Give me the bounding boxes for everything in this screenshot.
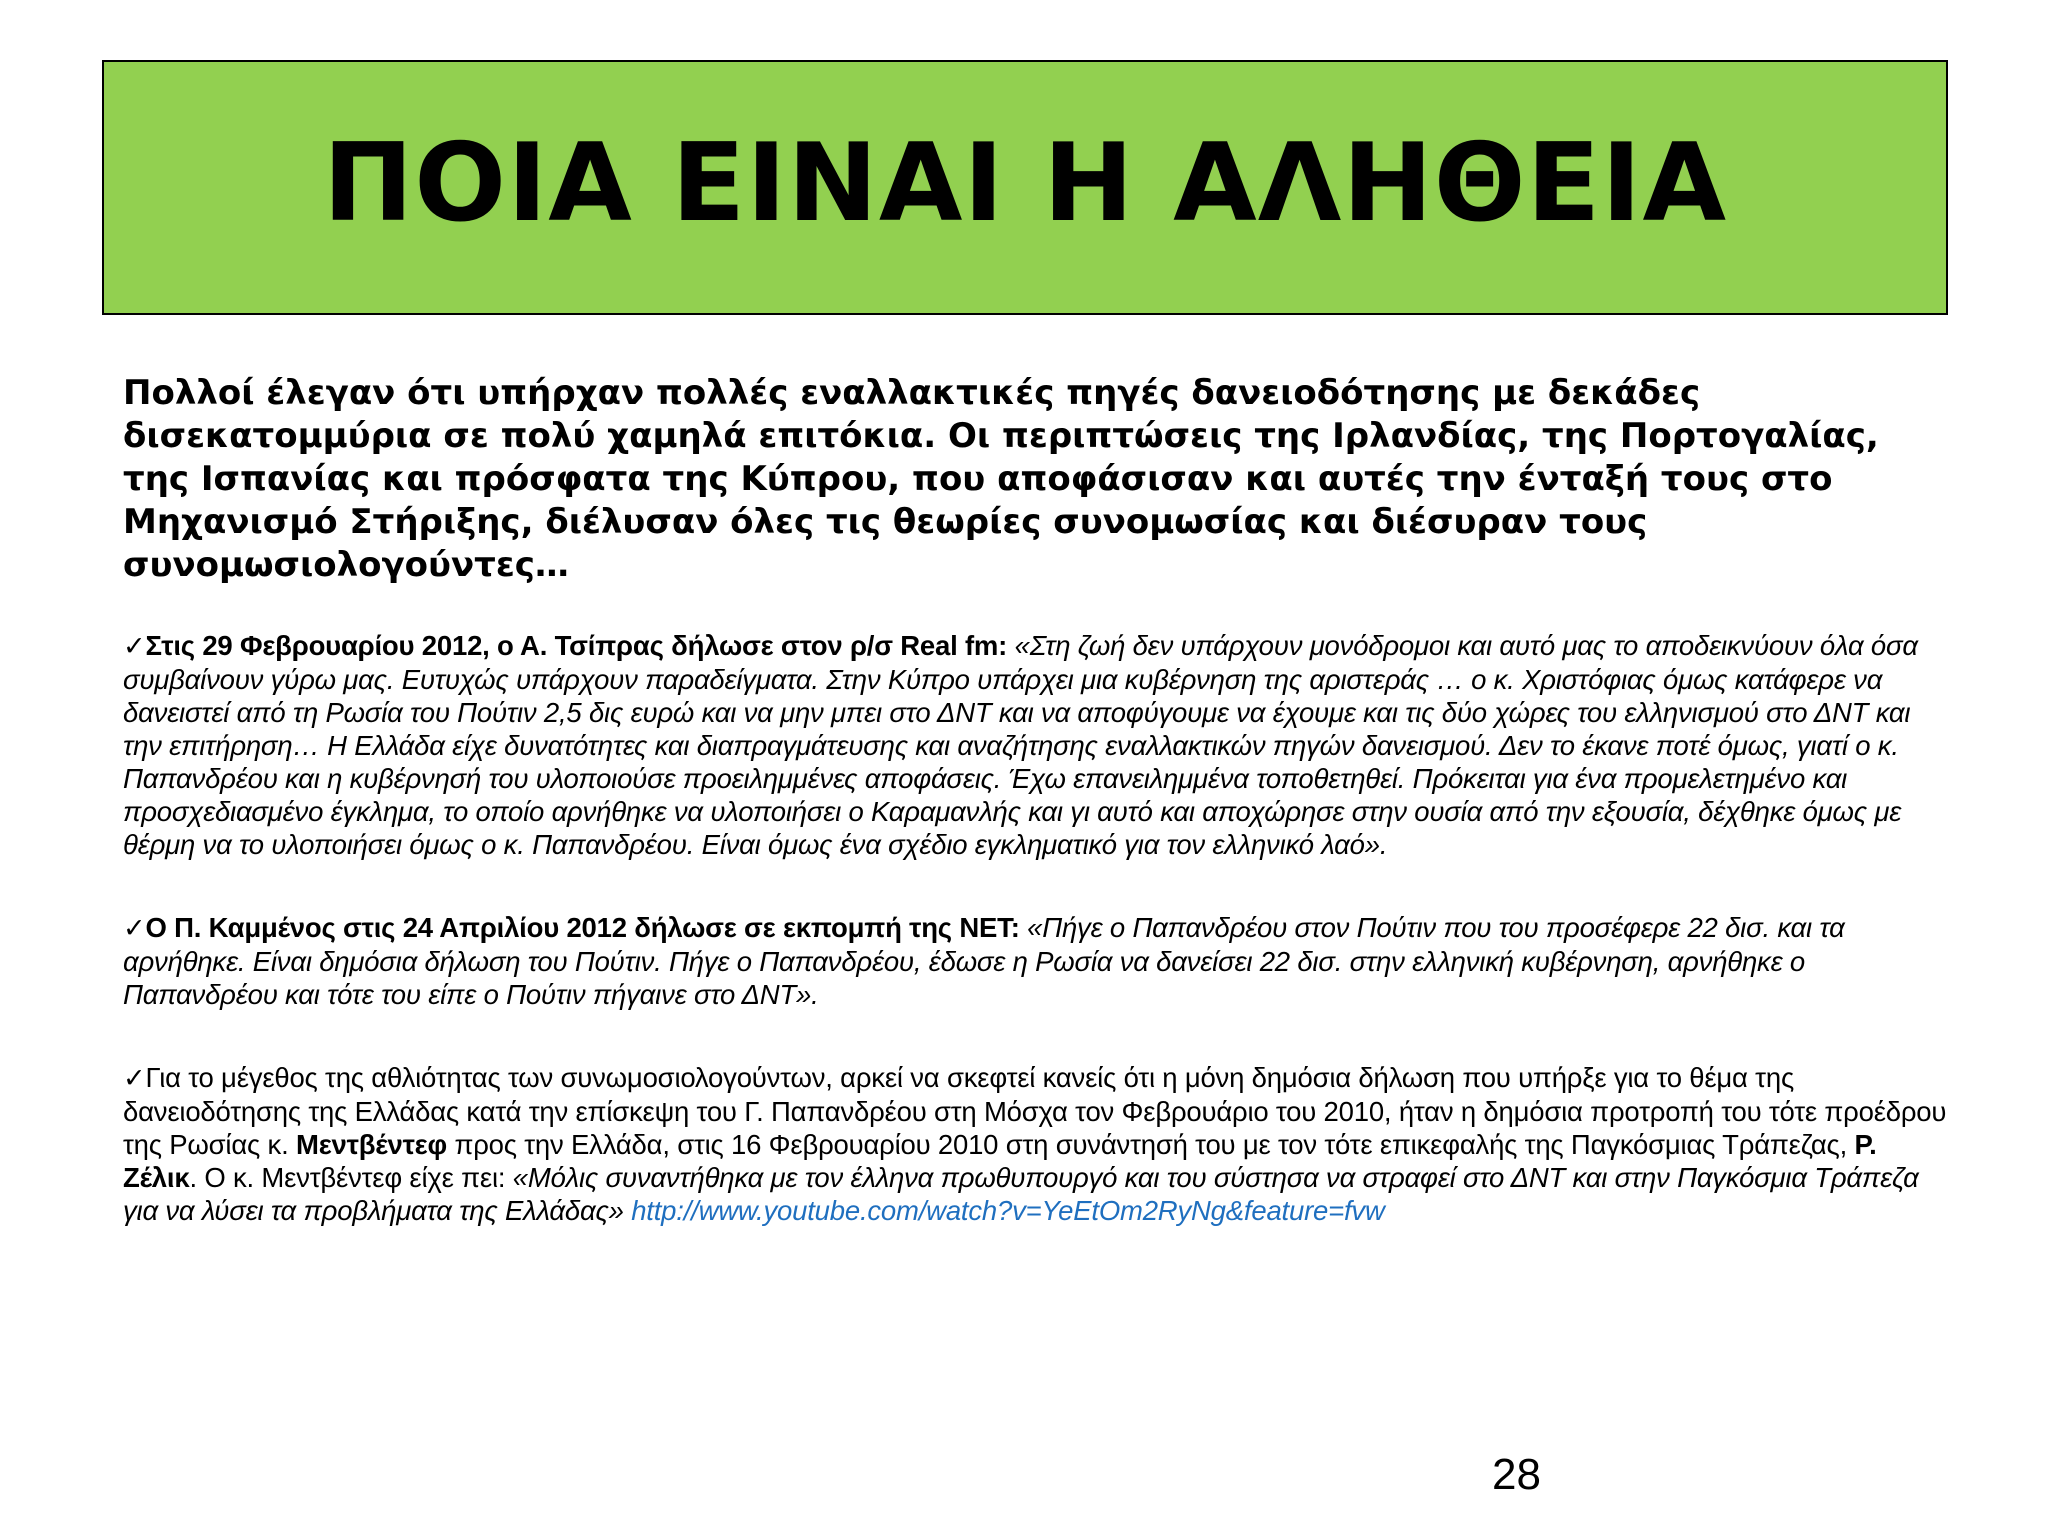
slide-content — [123, 372, 1953, 1227]
intro-paragraph: Πολλοί έλεγαν ότι υπήρχαν πολλές εναλλακτικές πηγές δανειοδότησης με δεκάδες δισεκατομμύρια σε πολύ χαμηλά επιτόκια. Οι περιπτώσεις της Ιρλανδίας, της Πορτογαλίας, της Ισπανίας και πρόσφατα της Κύπρου, που αποφάσισαν και αυτές την ένταξή τους στο Μηχανισμό Στήριξης, διέλυσαν όλες τις θεωρίες συνομωσίας και διέσυραν τους συνομωσιολογούντες… — [123, 373, 1879, 585]
bullet-quote: «Πήγε ο Παπανδρέου στον Πούτιν που του προσέφερε 22 δισ. και τα αρνήθηκε. Είναι δημόσια δήλωση του Πούτιν. Πήγε ο Παπανδρέου, έδωσε η Ρωσία να δανείσει 22 δισ. στην ελληνική κυβέρνηση, αρνήθηκε ο Παπανδρέου και τότε του είπε ο Πούτιν πήγαινε στο ΔΝΤ». — [123, 912, 1845, 1010]
checkmark-icon: ✓ — [123, 1063, 146, 1094]
bullet-quote: «Στη ζωή δεν υπάρχουν μονόδρομοι και αυτό μας το αποδεικνύουν όλα όσα συμβαίνουν γύρω μας. Ευτυχώς υπάρχουν παραδείγματα. Στην Κύπρο υπάρχει μια κυβέρνηση της αριστεράς … ο κ. Χριστόφιας όμως κατάφερε να δανειστεί από τη Ρωσία του Πούτιν 2,5 δις ευρώ και να μην μπει στο ΔΝΤ και να αποφύγουμε να έχουμε και τις δύο χώρες του ελληνισμού στο ΔΝΤ και την επιτήρηση… Η Ελλάδα είχε δυνατότητες και διαπραγμάτευσης και αναζήτησης εναλλακτικών πηγών δανεισμού. Δεν το έκανε ποτέ όμως, γιατί ο κ. Παπανδρέου και η κυβέρνησή του υλοποιούσε προειλημμένες αποφάσεις. Έχω επανειλημμένα τοποθετηθεί. Πρόκειται για ένα προμελετημένο και προσχεδιασμένο έγκλημα, το οποίο αρνήθηκε να υλοποιήσει ο Καραμανλής και γι αυτό και αποχώρησε στην ουσία από την εξουσία, δέχθηκε όμως με θέρμη να το υλοποιήσει όμως ο κ. Παπανδρέου. Είναι όμως ένα σχέδιο εγκληματικό για τον ελληνικό λαό». — [123, 630, 1918, 860]
bullet-tsipras — [123, 629, 1953, 861]
bullet-text: . Ο κ. Μεντβέντεφ είχε πει: — [189, 1162, 506, 1193]
bullet-text: Για το μέγεθος της αθλιότητας των συνωμοσιολογούντων, αρκεί να σκεφτεί κανείς ότι η μόνη δημόσια δήλωση που υπήρξε για το θέμα της δανειοδότησης της Ελλάδας κατά την επίσκεψη του Γ. Παπανδρέου στη Μόσχα τον Φεβρουάριο του 2010, ήταν η δημόσια προτροπή του τότε προέδρου της Ρωσίας κ. — [123, 1062, 1947, 1160]
bullet-medvedev — [123, 1061, 1953, 1227]
bullet-kammenos — [123, 911, 1953, 1011]
bullet-lead: Ο Π. Καμμένος στις 24 Απριλίου 2012 δήλωσε σε εκπομπή της ΝΕΤ: — [145, 912, 1020, 943]
checkmark-icon: ✓ — [123, 913, 146, 944]
title-banner — [102, 60, 1948, 315]
name-medvedev: Μεντβέντεφ — [295, 1129, 447, 1160]
slide-title: ΠΟΙΑ ΕΙΝΑΙ Η ΑΛΗΘΕΙΑ — [322, 120, 1728, 246]
bullet-text: προς την Ελλάδα, στις 16 Φεβρουαρίου 2010 στη συνάντησή του με τον τότε επικεφαλής της Παγκόσμιας Τράπεζας, — [454, 1129, 1848, 1160]
checkmark-icon: ✓ — [123, 631, 146, 662]
youtube-link[interactable]: http://www.youtube.com/watch?v=YeEtOm2RyNg&feature=fvw — [631, 1195, 1385, 1226]
page-number: 28 — [1492, 1450, 1541, 1499]
bullet-lead: Στις 29 Φεβρουαρίου 2012, ο Α. Τσίπρας δήλωσε στον ρ/σ Real fm: — [145, 630, 1008, 661]
name-zoellick: Ρ. Ζέλικ — [123, 1129, 1877, 1193]
bullet-quote: «Μόλις συναντήθηκα με τον έλληνα πρωθυπουργό και του σύστησα να στραφεί στο ΔΝΤ και στην Παγκόσμια Τράπεζα για να λύσει τα προβλήματα της Ελλάδας» — [123, 1162, 1919, 1226]
